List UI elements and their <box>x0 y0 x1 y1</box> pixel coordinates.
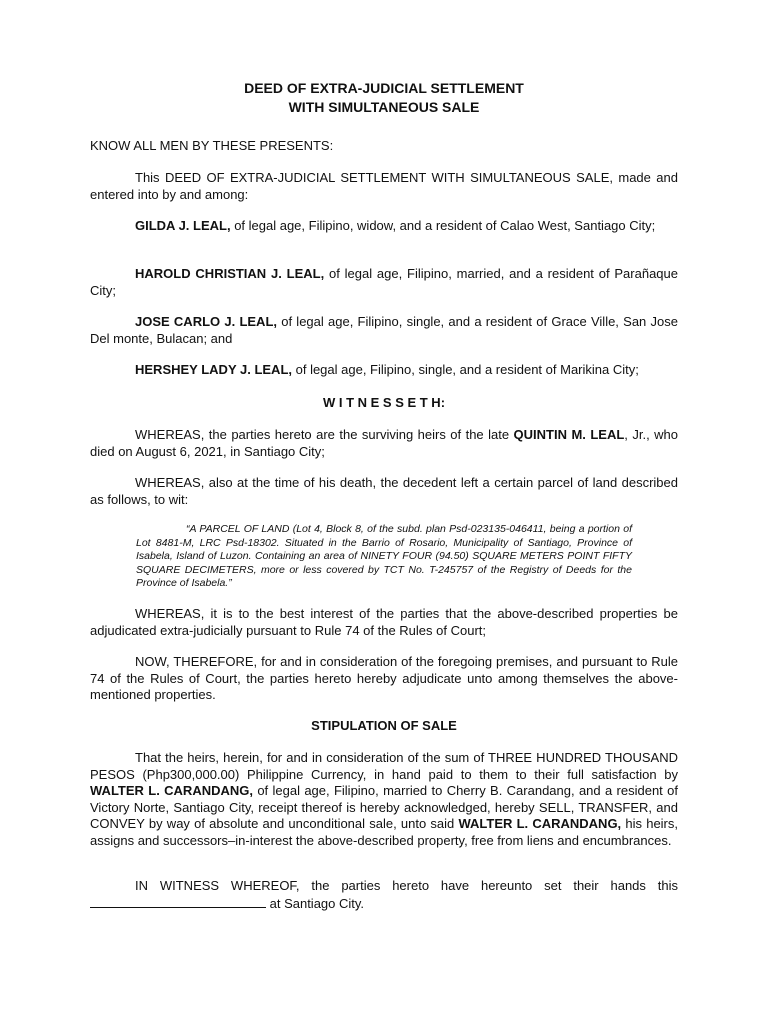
stipulation-heading: STIPULATION OF SALE <box>311 718 457 733</box>
whereas-3: WHEREAS, it is to the best interest of the parties that the above-described properties be adjudicated extra-judicially pursuant to Rule 74 of the Rules of Court; <box>90 606 678 638</box>
party-3-name: JOSE CARLO J. LEAL, <box>135 314 277 329</box>
whereas-2: WHEREAS, also at the time of his death, the decedent left a certain parcel of land described as follows, to wit: <box>90 475 678 507</box>
party-1-name: GILDA J. LEAL, <box>135 218 231 233</box>
title-line-1: DEED OF EXTRA-JUDICIAL SETTLEMENT <box>244 80 524 96</box>
party-3 <box>90 314 678 347</box>
land-description: “A PARCEL OF LAND (Lot 4, Block 8, of the subd. plan Psd-023135-046411, being a portion of Lot 8481-M, LRC Psd-18302. Situated in the Barrio of Rosario, Municipality of Santiago, Province of Isabela, Island of Luzon. Containing an area of NINETY FOUR (94.50) SQUARE METERS POINT FIFTY SQUARE DECIMETERS, more or less covered by TCT No. T-245757 of the Registry of Deeds for the Province of Isabela.” <box>136 523 632 590</box>
stipulation-paragraph <box>90 750 678 849</box>
stipulation-p1: That the heirs, herein, for and in consideration of the sum of THREE HUNDRED THOUSAND PESOS (Php300,000.00) Philippine Currency, in hand paid to them to their full satisfaction by <box>90 750 678 782</box>
party-1-desc: of legal age, Filipino, widow, and a resident of Calao West, Santiago City; <box>230 218 656 233</box>
buyer-name-2: WALTER L. CARANDANG, <box>458 816 622 831</box>
whereas-1 <box>90 427 678 460</box>
party-2-name: HAROLD CHRISTIAN J. LEAL, <box>135 266 325 281</box>
now-therefore-paragraph: NOW, THEREFORE, for and in consideration of the foregoing premises, and pursuant to Rule 74 of the Rules of Court, the parties hereto hereby adjudicate unto among themselves the above-mentioned properties. <box>90 654 678 702</box>
party-4 <box>90 362 678 379</box>
document-title <box>0 79 768 117</box>
stipulation-p2: of legal age, Filipino, married to Cherry B. Carandang, and a resident of Victory Norte, Santiago City, receipt thereof is hereby acknowledged, hereby SELL, TRANSFER, and CONVEY by way of absolute and unconditional sale, unto said <box>90 783 678 831</box>
witnesseth-heading: W I T N E S S E T H: <box>322 395 446 410</box>
buyer-name: WALTER L. CARANDANG, <box>90 783 253 798</box>
witness-whereof-pre: IN WITNESS WHEREOF, the parties hereto have hereunto set their hands this <box>135 878 678 893</box>
party-2-desc: of legal age, Filipino, married, and a resident of Parañaque City; <box>90 266 678 298</box>
intro-line: KNOW ALL MEN BY THESE PRESENTS: <box>90 138 334 153</box>
party-1 <box>90 218 678 235</box>
party-4-desc: of legal age, Filipino, single, and a resident of Marikina City; <box>292 362 639 377</box>
party-3-desc: of legal age, Filipino, single, and a resident of Grace Ville, San Jose Del monte, Bulacan; and <box>90 314 678 346</box>
witness-whereof-post: at Santiago City. <box>266 895 365 911</box>
party-4-name: HERSHEY LADY J. LEAL, <box>135 362 292 377</box>
party-2 <box>90 266 678 299</box>
title-line-2: WITH SIMULTANEOUS SALE <box>288 99 480 115</box>
opening-paragraph: This DEED OF EXTRA-JUDICIAL SETTLEMENT WITH SIMULTANEOUS SALE, made and entered into by and among: <box>90 170 678 202</box>
whereas-1-pre: WHEREAS, the parties hereto are the surviving heirs of the late <box>135 427 514 442</box>
stipulation-p3: his heirs, assigns and successors–in-interest the above-described property, free from liens and encumbrances. <box>90 816 679 848</box>
decedent-name: QUINTIN M. LEAL <box>513 427 625 442</box>
witness-whereof-paragraph <box>90 878 678 912</box>
whereas-1-post: , Jr., who died on August 6, 2021, in Santiago City; <box>90 427 679 459</box>
date-blank-line[interactable] <box>90 895 266 908</box>
